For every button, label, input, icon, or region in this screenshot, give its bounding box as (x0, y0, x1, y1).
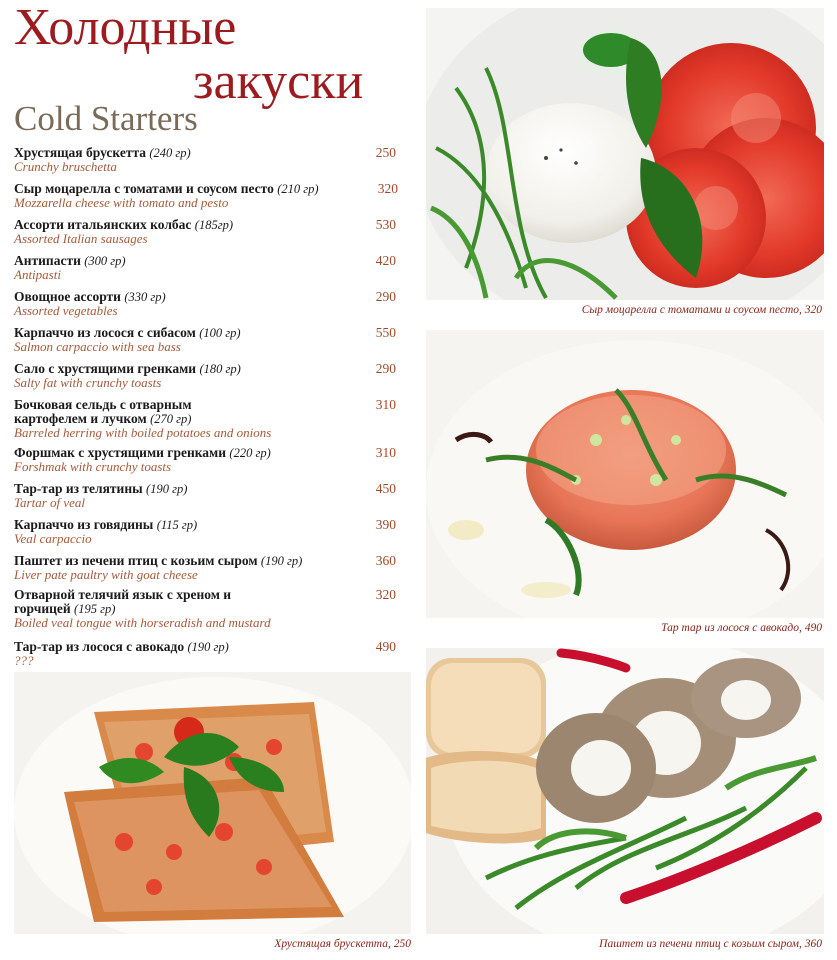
item-price: 490 (375, 639, 396, 654)
item-name: Сыр моцарелла с томатами и соусом песто (14, 181, 274, 196)
menu-item (14, 554, 404, 581)
item-name: Тар-тар из лосося с авокадо (14, 639, 185, 654)
menu-item (14, 326, 404, 353)
item-name: Хрустящая брускетта (14, 145, 147, 160)
bruschetta-caption: Хрустящая брускетта, 250 (274, 938, 411, 950)
item-name: Форшмак с хрустящими гренками (14, 445, 227, 460)
page-title-english: Cold Starters (14, 99, 198, 138)
page-title-russian-line-1: Холодные (14, 0, 237, 56)
pate-image (426, 648, 824, 934)
item-price: 530 (375, 217, 396, 232)
menu-item (14, 218, 404, 245)
item-weight: (220 гр) (229, 446, 271, 460)
item-price: 360 (375, 553, 396, 568)
item-weight: (240 гр) (149, 146, 191, 160)
item-price: 290 (375, 289, 396, 304)
menu-item (14, 640, 404, 667)
menu-item (14, 182, 404, 209)
item-weight: (195 гр) (74, 602, 116, 616)
item-price: 310 (375, 397, 396, 412)
item-price: 320 (377, 181, 398, 196)
item-price: 390 (375, 517, 396, 532)
mozzarella-image (426, 8, 824, 300)
item-english-name: Mozzarella cheese with tomato and pesto (14, 195, 229, 210)
item-name: Тар-тар из телятины (14, 481, 143, 496)
item-weight: (330 гр) (124, 290, 166, 304)
menu-item (14, 518, 404, 545)
item-name: Сало с хрустящими гренками (14, 361, 197, 376)
item-price: 250 (375, 145, 396, 160)
item-english-name: Salmon carpaccio with sea bass (14, 339, 181, 354)
item-name: Паштет из печени птиц с козьим сыром (14, 553, 258, 568)
salmon-tartar-photo (426, 330, 824, 618)
bruschetta-photo (14, 672, 411, 934)
item-price: 290 (375, 361, 396, 376)
menu-item (14, 446, 404, 473)
item-english-name: ??? (14, 653, 34, 668)
item-name: Антипасти (14, 253, 81, 268)
pate-caption: Паштет из печени птиц с козьим сыром, 360 (599, 938, 822, 950)
salmon-tartar-caption: Тар тар из лосося с авокадо, 490 (661, 622, 822, 634)
item-name: Карпаччо из говядины (14, 517, 154, 532)
menu-item (14, 588, 404, 629)
item-english-name: Forshmak with crunchy toasts (14, 459, 172, 474)
item-english-name: Barreled herring with boiled potatoes and onions (14, 425, 272, 440)
menu-item (14, 482, 404, 509)
page-title-russian-line-2: закуски (193, 53, 364, 110)
mozzarella-caption: Сыр моцарелла с томатами и соусом песто, 320 (581, 304, 822, 316)
item-weight: (190 гр) (187, 640, 229, 654)
item-weight: (115 гр) (156, 518, 198, 532)
bruschetta-image (14, 672, 411, 934)
item-name: Ассорти итальянских колбас (14, 217, 192, 232)
item-name: Карпаччо из лосося с сибасом (14, 325, 196, 340)
item-weight: (190 гр) (260, 554, 303, 568)
menu-item (14, 398, 404, 439)
item-price: 550 (375, 325, 396, 340)
item-english-name: Salty fat with crunchy toasts (14, 375, 162, 390)
item-english-name: Crunchy bruschetta (14, 159, 117, 174)
item-weight: (100 гр) (199, 326, 241, 340)
salmon-tartar-image (426, 330, 824, 618)
item-weight: (185гр) (194, 218, 233, 232)
item-english-name: Veal carpaccio (14, 531, 92, 546)
item-english-name: Antipasti (14, 267, 61, 282)
item-name: Бочковая сельдь с отварным картофелем и лучком (14, 397, 192, 426)
item-english-name: Liver pate paultry with goat cheese (14, 567, 198, 582)
menu-item (14, 362, 404, 389)
mozzarella-photo (426, 8, 824, 300)
item-weight: (210 гр) (277, 182, 319, 196)
item-name: Овощное ассорти (14, 289, 121, 304)
item-price: 320 (375, 587, 396, 602)
item-weight: (270 гр) (150, 412, 192, 426)
item-price: 420 (375, 253, 396, 268)
item-english-name: Assorted Italian sausages (14, 231, 148, 246)
item-name: Отварной телячий язык с хреном и горчицей (14, 587, 232, 616)
item-price: 310 (375, 445, 396, 460)
menu-item (14, 254, 404, 281)
item-weight: (180 гр) (199, 362, 241, 376)
item-weight: (190 гр) (146, 482, 188, 496)
item-weight: (300 гр) (84, 254, 126, 268)
item-english-name: Assorted vegetables (14, 303, 118, 318)
pate-photo (426, 648, 824, 934)
menu-item (14, 290, 404, 317)
item-english-name: Boiled veal tongue with horseradish and mustard (14, 615, 271, 630)
item-price: 450 (375, 481, 396, 496)
item-english-name: Tartar of veal (14, 495, 86, 510)
menu-item (14, 146, 404, 173)
